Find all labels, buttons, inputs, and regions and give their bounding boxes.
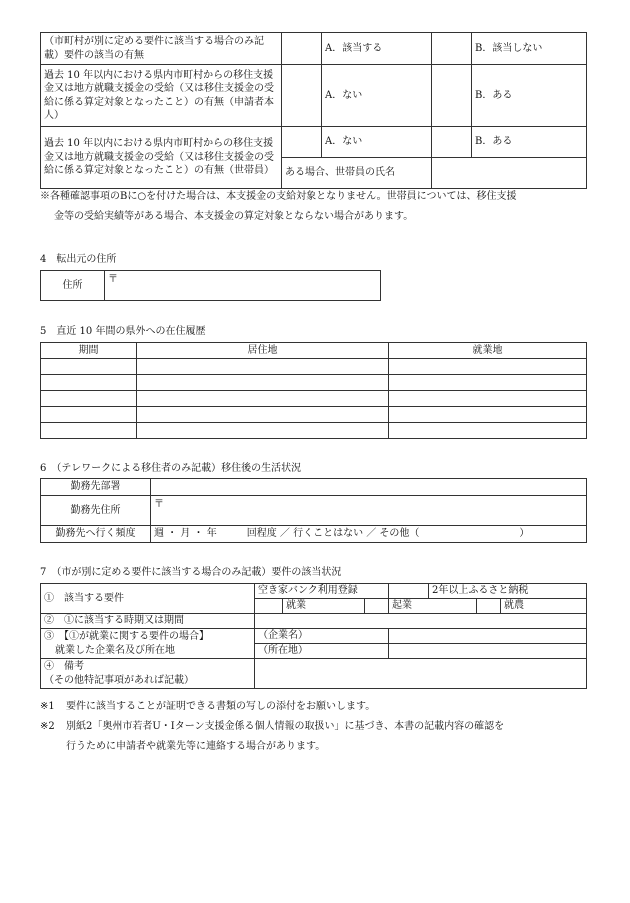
option-a: A．該当する: [322, 33, 432, 65]
requirements-table: [40, 583, 587, 689]
option-startup: 起業: [389, 599, 477, 614]
address-table: [40, 270, 381, 301]
telework-table: [40, 478, 587, 543]
household-name-label: ある場合、世帯員の氏名: [282, 158, 432, 189]
table-row: [41, 375, 587, 391]
table-cell[interactable]: [389, 359, 587, 375]
table-cell[interactable]: [137, 359, 389, 375]
remarks-label: [41, 659, 255, 689]
table-cell[interactable]: [137, 423, 389, 439]
table-row: [41, 359, 587, 375]
company-name-label: （企業名）: [255, 629, 389, 644]
option-farming: 就農: [501, 599, 587, 614]
section-4-title: 4 転出元の住所: [40, 254, 117, 265]
option-a: A．ない: [322, 65, 432, 127]
company-name-field[interactable]: [389, 629, 587, 644]
remarks-label-line1: ④ 備考: [44, 661, 84, 672]
option-furusato-tax: 2年以上ふるさと納税: [429, 584, 587, 599]
section-6-title: 6 （テレワークによる移住者のみ記載）移住後の生活状況: [40, 463, 302, 474]
confirmation-table: [40, 32, 587, 189]
visit-frequency-options[interactable]: 週 ・ 月 ・ 年 回程度 ／ 行くことはない ／ その他（ ）: [151, 526, 587, 543]
note-1-mark: ※1: [40, 701, 55, 712]
work-address-label: 勤務先住所: [41, 496, 151, 526]
table-cell[interactable]: [389, 375, 587, 391]
residence-history-table: [40, 342, 587, 439]
table-row: [41, 391, 587, 407]
option-a: A．ない: [322, 127, 432, 158]
table-cell[interactable]: [389, 407, 587, 423]
note-1-text: 要件に該当することが証明できる書類の写しの添付をお願いします。: [66, 701, 376, 712]
postal-mark: 〒: [154, 499, 164, 510]
checkbox-cell[interactable]: [389, 584, 429, 599]
note-2-text-line1: 別紙2「奥州市若者U・Iターン支援金係る個人情報の取扱い」に基づき、本書の記載内容の確認を: [66, 721, 505, 732]
period-field[interactable]: [255, 614, 587, 629]
company-location-field[interactable]: [389, 644, 587, 659]
address-field[interactable]: [105, 271, 381, 301]
table-cell[interactable]: [41, 423, 137, 439]
work-dept-label: 勤務先部署: [41, 479, 151, 496]
checkbox-cell[interactable]: [255, 599, 283, 614]
table-cell[interactable]: [137, 407, 389, 423]
section-7-title: 7 （市が別に定める要件に該当する場合のみ記載）要件の該当状況: [40, 567, 342, 578]
company-location-label: （所在地）: [255, 644, 389, 659]
checkbox-cell[interactable]: [477, 599, 501, 614]
option-b: B．該当しない: [472, 33, 587, 65]
checkbox-cell[interactable]: [282, 65, 322, 127]
table-cell[interactable]: [41, 375, 137, 391]
work-dept-field[interactable]: [151, 479, 587, 496]
work-address-field[interactable]: [151, 496, 587, 526]
confirm-label-1: （市町村が別に定める要件に該当する場合のみ記載）要件の該当の有無: [41, 33, 282, 65]
checkbox-cell[interactable]: [432, 127, 472, 158]
period-label: ② ①に該当する時期又は期間: [41, 614, 255, 629]
postal-mark: 〒: [108, 274, 118, 285]
confirm-note-1: ※各種確認事項のBに○を付けた場合は、本支援金の支給対象となりません。世帯員については、移住支援: [40, 191, 517, 202]
visit-frequency-label: 勤務先へ行く頻度: [41, 526, 151, 543]
col-header-period: 期間: [41, 343, 137, 359]
checkbox-cell[interactable]: [432, 33, 472, 65]
table-cell[interactable]: [389, 423, 587, 439]
table-cell[interactable]: [389, 391, 587, 407]
table-cell[interactable]: [41, 391, 137, 407]
table-cell[interactable]: [41, 407, 137, 423]
checkbox-cell[interactable]: [365, 599, 389, 614]
col-header-residence: 居住地: [137, 343, 389, 359]
option-b: B．ある: [472, 127, 587, 158]
table-cell[interactable]: [137, 391, 389, 407]
household-name-field[interactable]: [432, 158, 587, 189]
checkbox-cell[interactable]: [282, 33, 322, 65]
table-row: [41, 407, 587, 423]
remarks-label-line2: （その他特記事項があれば記載）: [44, 674, 194, 686]
col-header-work: 就業地: [389, 343, 587, 359]
note-2-mark: ※2: [40, 721, 55, 732]
confirm-label-3: 過去 10 年以内における県内市町村からの移住支援金又は地方就職支援金の受給（又は移住支援金の受給に係る算定対象となったこと）の有無（世帯員）: [41, 127, 282, 189]
checkbox-cell[interactable]: [282, 127, 322, 158]
table-row: [41, 423, 587, 439]
address-label: 住所: [41, 271, 105, 301]
option-b: B．ある: [472, 65, 587, 127]
requirement-label: ① 該当する要件: [41, 584, 255, 614]
note-2-text-line2: 行うために申請者や就業先等に連絡する場合があります。: [66, 741, 326, 752]
section-5-title: 5 直近 10 年間の県外への在住履歴: [40, 326, 206, 337]
table-cell[interactable]: [41, 359, 137, 375]
option-vacant-house-bank: 空き家バンク利用登録: [255, 584, 389, 599]
checkbox-cell[interactable]: [432, 65, 472, 127]
table-cell[interactable]: [137, 375, 389, 391]
remarks-field[interactable]: [255, 659, 587, 689]
company-label-line1: ③ 【①が就業に関する要件の場合】: [41, 629, 255, 644]
option-employment: 就業: [283, 599, 365, 614]
confirm-note-2: 金等の受給実績等がある場合、本支援金の算定対象とならない場合があります。: [54, 211, 414, 222]
company-label-line2: 就業した企業名及び所在地: [41, 644, 255, 659]
confirm-label-2: 過去 10 年以内における県内市町村からの移住支援金又は地方就職支援金の受給（又は移住支援金の受給に係る算定対象となったこと）の有無（申請者本人）: [41, 65, 282, 127]
